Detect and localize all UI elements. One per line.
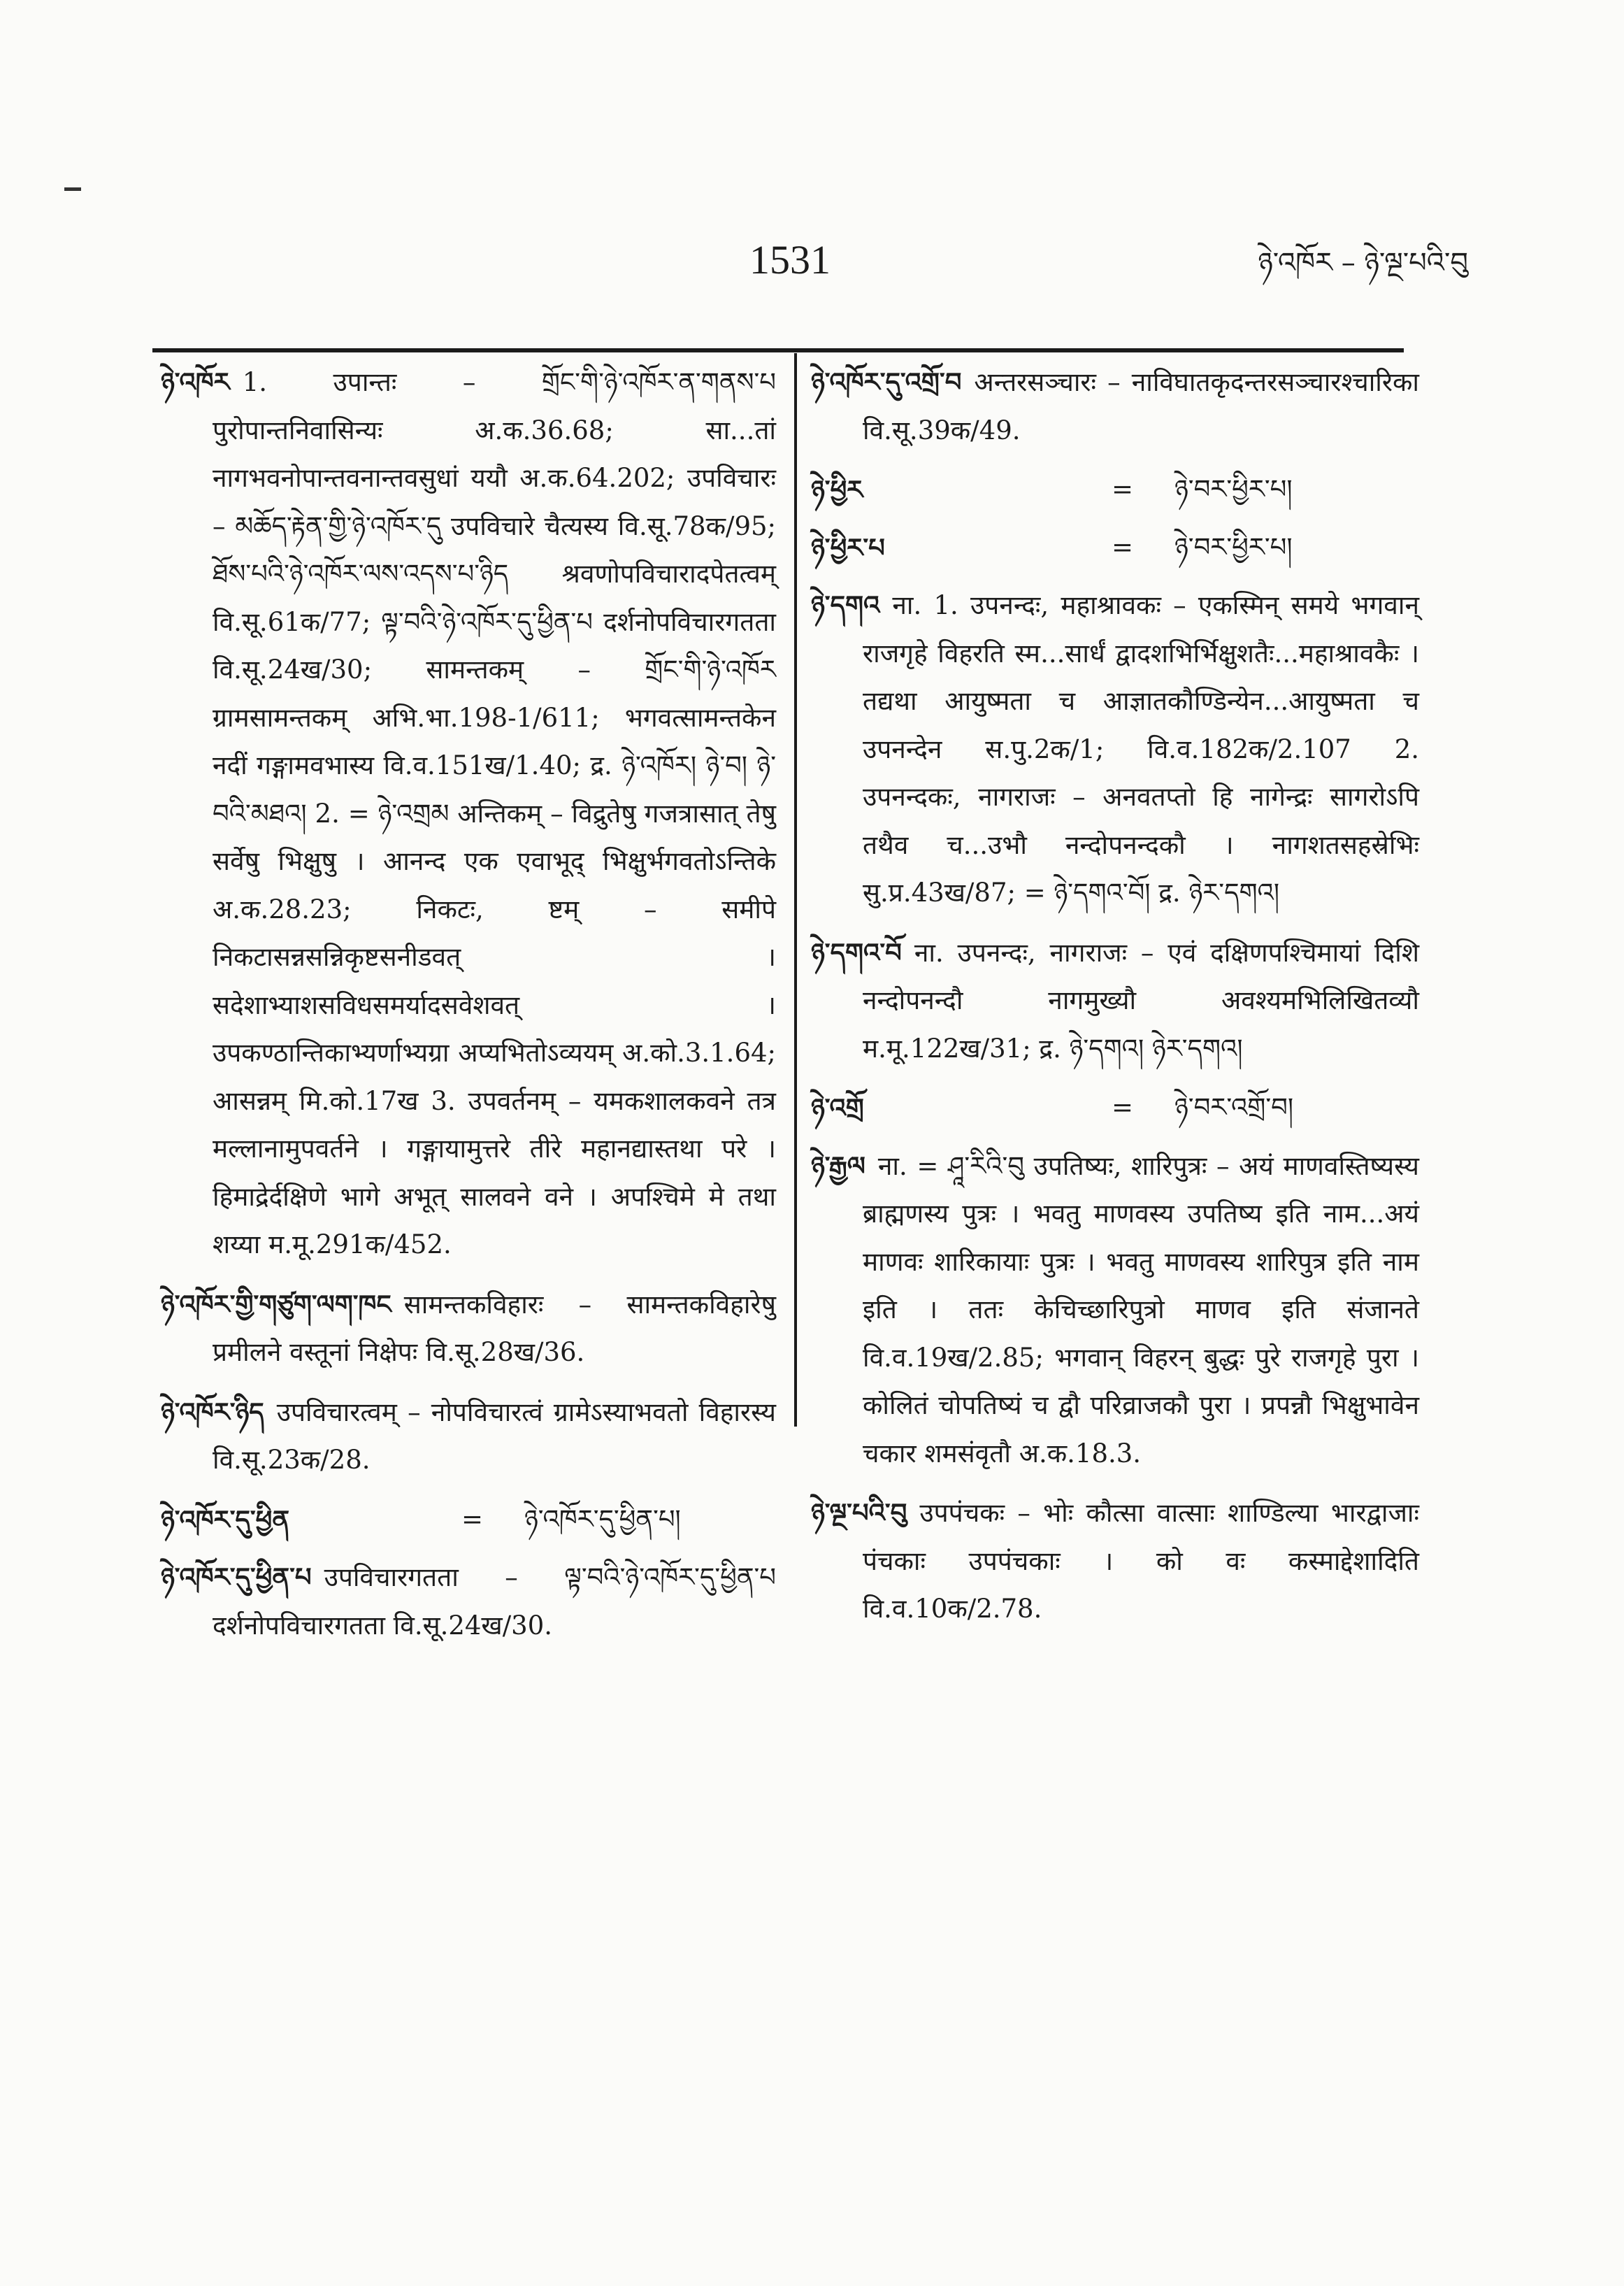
headword: ཉེ་འཁོར་དུ་ཕྱིན [161,1503,290,1535]
dictionary-entry [811,929,1419,1073]
entry-definition: ना. 1. उपनन्दः, महाश्रावकः – एकस्मिन् समये भगवान् राजगृहे विहरति स्म...सार्धं द्वादशभिर्भिक्षुशतैः...महाश्रावकैः । तद्यथा आयुष्मता च आज्ञातकौण्डिन्येन...आयुष्मता च उपनन्देन स.पु.2क/1; वि.व.182क/2.107 2. उपनन्दकः, नागराजः – अनवतप्तो हि नागेन्द्रः सागरोऽपि तथैव च...उभौ नन्दोपनन्दकौ । नागशतसहस्रेभिः सु.प्र.43ख/87; = ཉེ་དགའ་བོ། द्र. ཉེར་དགའ། [863,590,1419,908]
entry-definition: उपपंचकः – भोः कौत्सा वात्साः शाण्डिल्या भारद्वाजाः पंचकाः उपपंचकाः । को वः कस्माद्देशादिति वि.व.10क/2.78. [863,1498,1419,1624]
headword: ཉེ་དགའ [811,590,880,620]
cross-reference-target: ཉེ་བར་ཕྱིར་པ། [1174,474,1293,504]
headword: ཉེ་རྒྱལ [811,1150,865,1181]
cross-reference-entry [161,1496,776,1544]
headword: ཉེ་འགྲོ [811,1092,864,1123]
entry-definition: 1. उपान्तः – གྲོང་གི་ཉེ་འཁོར་ན་གནས་པ पुरोपान्तनिवासिन्यः अ.क.36.68; सा...तां नागभवनोपान्तवनान्तवसुधां ययौ अ.क.64.202; उपविचारः – མཆོད་རྟེན་གྱི་ཉེ་འཁོར་དུ उपविचारे चैत्यस्य वि.सू.78क/95; ཐོས་པའི་ཉེ་འཁོར་ལས་འདས་པ་ཉིད श्रवणोपविचारादपेतत्वम् वि.सू.61क/77; ལྟ་བའི་ཉེ་འཁོར་དུ་ཕྱིན་པ दर्शनोपविचारगतता वि.सू.24ख/30; सामन्तकम् – གྲོང་གི་ཉེ་འཁོར ग्रामसामन्तकम् अभि.भा.198-1/611; भगवत्सामन्तकेन नदीं गङ्गामवभास्य वि.व.151ख/1.40; द्र. ཉེ་འཁོར། ཉེ་བ། ཉེ་བའི་མཐའ། 2. = ཉེ་འགྲམ अन्तिकम् – विद्रुतेषु गजत्रासात् तेषु सर्वेषु भिक्षुषु । आनन्द एक एवाभूद् भिक्षुर्भगवतोऽन्तिके अ.क.28.23; निकटः, ष्टम् – समीपे निकटासन्नसन्निकृष्टसनीडवत् । सदेशाभ्याशसविधसमर्यादसवेशवत् । उपकण्ठान्तिकाभ्यर्णाभ्यग्रा अप्यभितोऽव्ययम् अ.को.3.1.64; आसन्नम् मि.को.17ख 3. उपवर्तनम् – यमकशालकवने तत्र मल्लानामुपवर्तने । गङ्गायामुत्तरे तीरे महानद्यास्तथा परे । हिमाद्रेर्दक्षिणे भागे अभूत् सालवने वने । अपश्चिमे मे तथा शय्या म.मू.291क/452. [213,367,776,1259]
headword: ཉེ་འཁོར་དུ་འགྲོ་བ [811,366,962,397]
headword: ཉེ་དགའ་བོ [811,936,902,968]
dictionary-entry [161,1553,776,1650]
equals-sign: = [461,1503,484,1534]
dictionary-entry [811,358,1419,455]
page-number: 1531 [749,237,831,283]
cross-reference-entry [811,1084,1419,1132]
entry-definition: ना. = ཤཱ་རིའི་བུ उपतिष्यः, शारिपुत्रः – अयं माणवस्तिष्यस्य ब्राह्मणस्य पुत्रः । भवतु माणवस्य उपतिष्य इति नाम...अयं माणवः शारिकायाः पुत्रः । भवतु माणवस्य शारिपुत्र इति नाम इति । ततः केचिच्छारिपुत्रो माणव इति संजानते वि.व.19ख/2.85; भगवान् विहरन् बुद्धः पुरे राजगृहे पुरा । कोलितं चोपतिष्यं च द्वौ परिव्राजकौ पुरा । प्रपन्नौ भिक्षुभावेन चकार शमसंवृतौ अ.क.18.3. [863,1150,1419,1469]
headword: ཉེ་འཁོར་ཉིད [161,1396,264,1427]
cross-reference-entry [811,466,1419,514]
cross-reference-target: ཉེ་བར་འགྲོ་བ། [1174,1092,1294,1122]
column-divider [794,353,797,1427]
dictionary-entry [811,1489,1419,1634]
entry-definition: उपविचारगतता – ལྟ་བའི་ཉེ་འཁོར་དུ་ཕྱིན་པ दर्शनोपविचारगतता वि.सू.24ख/30. [213,1562,776,1641]
margin-dash-mark [64,187,81,191]
cross-reference-target: ཉེ་བར་ཕྱིར་པ། [1174,531,1293,562]
dictionary-entry [161,1280,776,1377]
dictionary-entry [161,358,776,1269]
header-rule [152,348,1404,352]
left-column [161,358,776,1661]
entry-definition: सामन्तकविहारः – सामन्तकविहारेषु प्रमीलने वस्तूनां निक्षेपः वि.सू.28ख/36. [213,1289,776,1367]
running-head: ཉེ་འཁོར – ཉེ་ལྔ་པའི་བུ [1258,247,1468,279]
headword: ཉེ་ཕྱིར་པ [811,531,885,563]
entry-definition: अन्तरसञ्चारः – नाविघातकृदन्तरसञ्चारश्चारिका वि.सू.39क/49. [863,367,1419,445]
headword: ཉེ་འཁོར [161,366,230,397]
entry-definition: ना. उपनन्दः, नागराजः – एवं दक्षिणपश्चिमायां दिशि नन्दोपनन्दौ नागमुख्यौ अवश्यमभिलिखितव्यौ म.मू.122ख/31; द्र. ཉེ་དགའ། ཉེར་དགའ། [863,937,1419,1064]
equals-sign: = [1112,531,1134,562]
cross-reference-entry [811,524,1419,572]
dictionary-entry [811,1142,1419,1478]
dictionary-entry [811,581,1419,917]
equals-sign: = [1112,1092,1134,1122]
entry-definition: उपविचारत्वम् – नोपविचारत्वं ग्रामेऽस्याभवतो विहारस्य वि.सू.23क/28. [213,1396,776,1475]
headword: ཉེ་འཁོར་དུ་ཕྱིན་པ [161,1562,312,1592]
headword: ཉེ་འཁོར་གྱི་གཙུག་ལག་ཁང [161,1288,391,1320]
right-column [811,358,1419,1645]
dictionary-entry [161,1388,776,1485]
cross-reference-target: ཉེ་འཁོར་དུ་ཕྱིན་པ། [524,1503,681,1534]
equals-sign: = [1112,474,1134,504]
headword: ཉེ་ཕྱིར [811,474,863,505]
headword: ཉེ་ལྔ་པའི་བུ [811,1497,907,1528]
